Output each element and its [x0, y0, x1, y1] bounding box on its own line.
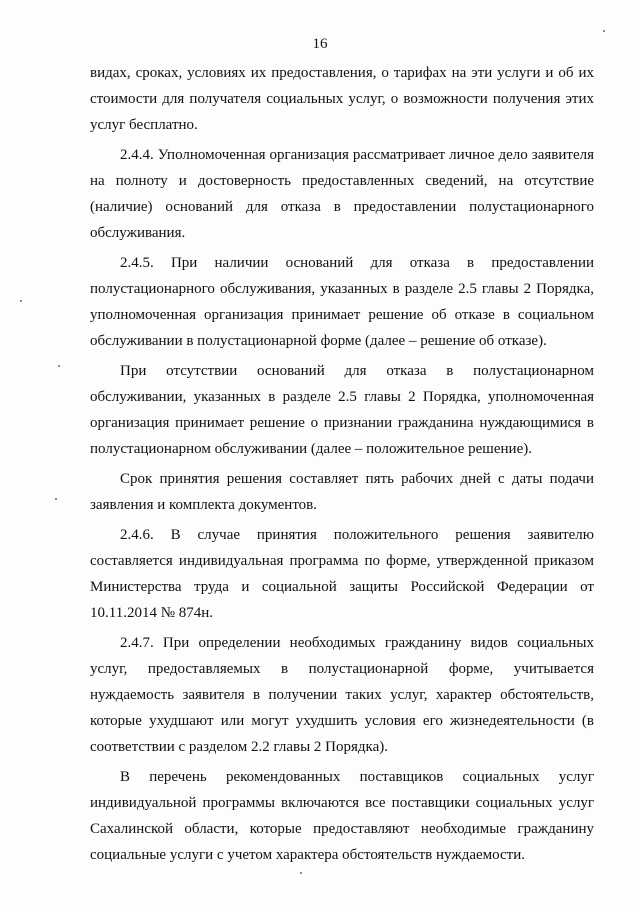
paragraph-2-4-4: 2.4.4. Уполномоченная организация рассматривает личное дело заявителя на полноту и достоверность предоставленных сведений, на отсутствие (наличие) оснований для отказа в предоставлении полустационарного обслуживания. [90, 147, 594, 241]
scan-speck [20, 300, 22, 302]
paragraph-continuation: видах, сроках, условиях их предоставления, о тарифах на эти услуги и об их стоимости для получателя социальных услуг, о возможности получения этих услуг бесплатно. [90, 65, 594, 133]
paragraph-2-4-5: 2.4.5. При наличии оснований для отказа в предоставлении полустационарного обслуживания, указанных в разделе 2.5 главы 2 Порядка, уполномоченная организация принимает решение об отказе в социальном обслуживании в полустационарной форме (далее – решение об отказе). [90, 255, 594, 349]
paragraph-2-4-6: 2.4.6. В случае принятия положительного решения заявителю составляется индивидуальная программа по форме, утвержденной приказом Министерства труда и социальной защиты Российской Федерации от 10.11.2014 № 874н. [90, 527, 594, 621]
paragraph-positive-decision: При отсутствии оснований для отказа в полустационарном обслуживании, указанных в разделе 2.5 главы 2 Порядка, уполномоченная организация принимает решение о признании гражданина нуждающимися в полустационарном обслуживании (далее – положительное решение). [90, 363, 594, 457]
scan-speck [300, 872, 302, 874]
page-number: 16 [312, 36, 328, 52]
paragraph-2-4-7: 2.4.7. При определении необходимых гражданину видов социальных услуг, предоставляемых в полустационарной форме, учитывается нуждаемость заявителя в получении таких услуг, характер обстоятельств, которые ухудшают или могут ухудшить условия его жизнедеятельности (в соответствии с разделом 2.2 главы 2 Порядка). [90, 635, 594, 755]
paragraph-decision-term: Срок принятия решения составляет пять рабочих дней с даты подачи заявления и комплекта документов. [90, 471, 594, 513]
scan-speck [55, 498, 57, 500]
paragraph-providers-list: В перечень рекомендованных поставщиков социальных услуг индивидуальной программы включаются все поставщики социальных услуг Сахалинской области, которые предоставляют необходимые гражданину социальные услуги с учетом характера обстоятельств нуждаемости. [90, 769, 594, 863]
scan-speck [603, 30, 605, 32]
scan-speck [58, 365, 60, 367]
document-body [90, 60, 594, 872]
